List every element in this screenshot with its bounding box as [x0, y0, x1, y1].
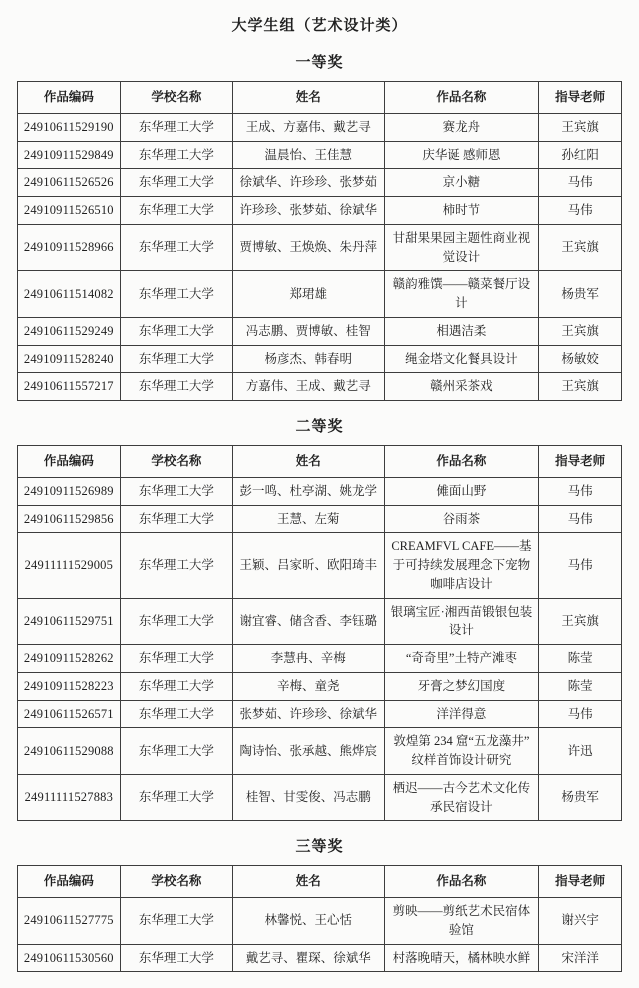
- school-cell: 东华理工大学: [120, 898, 232, 945]
- code-cell: 24910611557217: [18, 373, 121, 401]
- table-header-cell-names: 姓名: [233, 82, 385, 114]
- work-cell: 赣州采茶戏: [384, 373, 539, 401]
- work-cell: 谷雨茶: [384, 505, 539, 533]
- names-cell: 张梦茹、许珍珍、徐斌华: [233, 700, 385, 728]
- table-header-cell-teacher: 指导老师: [539, 446, 622, 478]
- section-heading: 三等奖: [295, 839, 344, 856]
- school-cell: 东华理工大学: [120, 944, 232, 972]
- table-header-cell-school: 学校名称: [120, 446, 232, 478]
- names-cell: 辛梅、童尧: [233, 672, 385, 700]
- table-header-cell-code: 作品编码: [18, 866, 121, 898]
- table-header-cell-names: 姓名: [233, 446, 385, 478]
- table-row: [18, 141, 622, 169]
- code-cell: 24910611529190: [18, 113, 121, 141]
- code-cell: 24910911528240: [18, 345, 121, 373]
- work-cell: 栖迟——古今艺术文化传承民宿设计: [384, 774, 539, 821]
- table-header-cell-school: 学校名称: [120, 866, 232, 898]
- work-cell: 相遇洁柔: [384, 317, 539, 345]
- teacher-cell: 王宾旗: [539, 373, 622, 401]
- school-cell: 东华理工大学: [120, 317, 232, 345]
- code-cell: 24911111527883: [18, 774, 121, 821]
- work-cell: 庆华诞 感师恩: [384, 141, 539, 169]
- code-cell: 24911111529005: [18, 533, 121, 598]
- code-cell: 24910911528262: [18, 645, 121, 673]
- teacher-cell: 马伟: [539, 505, 622, 533]
- table-row: [18, 944, 622, 972]
- names-cell: 冯志鹏、贾博敏、桂智: [233, 317, 385, 345]
- table-header-row: [18, 82, 622, 114]
- work-cell: CREAMFVL CAFE——基于可持续发展理念下宠物咖啡店设计: [384, 533, 539, 598]
- section-heading: 二等奖: [295, 419, 344, 435]
- table-row: [18, 345, 622, 373]
- table-row: [18, 700, 622, 728]
- names-cell: 谢宜睿、储含香、李钰璐: [233, 598, 385, 645]
- teacher-cell: 马伟: [539, 477, 622, 505]
- school-cell: 东华理工大学: [120, 477, 232, 505]
- names-cell: 温晨怡、王佳慧: [233, 141, 385, 169]
- work-cell: 赛龙舟: [384, 113, 539, 141]
- teacher-cell: 杨敏姣: [539, 345, 622, 373]
- teacher-cell: 马伟: [539, 169, 622, 197]
- table-row: [18, 271, 622, 318]
- work-cell: 傩面山野: [384, 477, 539, 505]
- code-cell: 24910911528966: [18, 224, 121, 271]
- award-sections: [17, 51, 622, 972]
- code-cell: 24910911528223: [18, 672, 121, 700]
- names-cell: 王成、方嘉伟、戴艺寻: [233, 113, 385, 141]
- table-row: [18, 533, 622, 598]
- table-row: [18, 197, 622, 225]
- names-cell: 郑珺雄: [233, 271, 385, 318]
- school-cell: 东华理工大学: [120, 598, 232, 645]
- code-cell: 24910611514082: [18, 271, 121, 318]
- table-header-row: [18, 446, 622, 478]
- work-cell: 甘甜果果园主题性商业视觉设计: [384, 224, 539, 271]
- table-row: [18, 373, 622, 401]
- teacher-cell: 杨贵军: [539, 774, 622, 821]
- teacher-cell: 杨贵军: [539, 271, 622, 318]
- code-cell: 24910911529849: [18, 141, 121, 169]
- code-cell: 24910611526526: [18, 169, 121, 197]
- table-row: [18, 728, 622, 775]
- names-cell: 王颖、吕家昕、欧阳琦丰: [233, 533, 385, 598]
- school-cell: 东华理工大学: [120, 700, 232, 728]
- school-cell: 东华理工大学: [120, 345, 232, 373]
- table-row: [18, 169, 622, 197]
- table-header-cell-teacher: 指导老师: [539, 82, 622, 114]
- names-cell: 许珍珍、张梦茹、徐斌华: [233, 197, 385, 225]
- code-cell: 24910611529088: [18, 728, 121, 775]
- table-row: [18, 224, 622, 271]
- teacher-cell: 王宾旗: [539, 224, 622, 271]
- teacher-cell: 马伟: [539, 197, 622, 225]
- work-cell: 绳金塔文化餐具设计: [384, 345, 539, 373]
- school-cell: 东华理工大学: [120, 197, 232, 225]
- names-cell: 贾博敏、王焕焕、朱丹萍: [233, 224, 385, 271]
- table-header-cell-work: 作品名称: [384, 866, 539, 898]
- names-cell: 林馨悦、王心恬: [233, 898, 385, 945]
- school-cell: 东华理工大学: [120, 373, 232, 401]
- work-cell: 村落晚晴天，橘林映水鲜: [384, 944, 539, 972]
- table-row: [18, 774, 622, 821]
- school-cell: 东华理工大学: [120, 672, 232, 700]
- work-cell: 银璃宝匠·湘西苗锻银包装设计: [384, 598, 539, 645]
- teacher-cell: 宋洋洋: [539, 944, 622, 972]
- school-cell: 东华理工大学: [120, 505, 232, 533]
- teacher-cell: 许迅: [539, 728, 622, 775]
- table-row: [18, 598, 622, 645]
- teacher-cell: 谢兴宇: [539, 898, 622, 945]
- work-cell: 洋洋得意: [384, 700, 539, 728]
- teacher-cell: 马伟: [539, 700, 622, 728]
- school-cell: 东华理工大学: [120, 169, 232, 197]
- names-cell: 王慧、左菊: [233, 505, 385, 533]
- awards-table: [17, 445, 622, 821]
- names-cell: 杨彦杰、韩春明: [233, 345, 385, 373]
- work-cell: 赣韵雅馔——赣菜餐厅设计: [384, 271, 539, 318]
- names-cell: 桂智、甘雯俊、冯志鹏: [233, 774, 385, 821]
- table-header-row: [18, 866, 622, 898]
- table-header-cell-work: 作品名称: [384, 82, 539, 114]
- code-cell: 24910911526510: [18, 197, 121, 225]
- table-row: [18, 645, 622, 673]
- school-cell: 东华理工大学: [120, 224, 232, 271]
- awards-table: [17, 865, 622, 972]
- school-cell: 东华理工大学: [120, 645, 232, 673]
- table-header-cell-work: 作品名称: [384, 446, 539, 478]
- names-cell: 陶诗怡、张承越、熊烨宸: [233, 728, 385, 775]
- table-header-cell-teacher: 指导老师: [539, 866, 622, 898]
- names-cell: 徐斌华、许珍珍、张梦茹: [233, 169, 385, 197]
- school-cell: 东华理工大学: [120, 113, 232, 141]
- page-title: 大学生组（艺术设计类）: [231, 18, 408, 34]
- section-heading: 一等奖: [295, 55, 344, 71]
- code-cell: 24910611530560: [18, 944, 121, 972]
- table-row: [18, 113, 622, 141]
- table-row: [18, 505, 622, 533]
- code-cell: 24910611529856: [18, 505, 121, 533]
- table-row: [18, 477, 622, 505]
- teacher-cell: 陈莹: [539, 672, 622, 700]
- school-cell: 东华理工大学: [120, 271, 232, 318]
- code-cell: 24910611527775: [18, 898, 121, 945]
- work-cell: 剪映——剪纸艺术民宿体验馆: [384, 898, 539, 945]
- code-cell: 24910611526571: [18, 700, 121, 728]
- teacher-cell: 王宾旗: [539, 317, 622, 345]
- school-cell: 东华理工大学: [120, 774, 232, 821]
- teacher-cell: 陈莹: [539, 645, 622, 673]
- work-cell: “奇奇里”土特产滩枣: [384, 645, 539, 673]
- work-cell: 柿时节: [384, 197, 539, 225]
- table-row: [18, 317, 622, 345]
- school-cell: 东华理工大学: [120, 533, 232, 598]
- names-cell: 李慧冉、辛梅: [233, 645, 385, 673]
- names-cell: 彭一鸣、杜亭湖、姚龙学: [233, 477, 385, 505]
- table-header-cell-names: 姓名: [233, 866, 385, 898]
- table-row: [18, 898, 622, 945]
- school-cell: 东华理工大学: [120, 141, 232, 169]
- table-row: [18, 672, 622, 700]
- teacher-cell: 王宾旗: [539, 598, 622, 645]
- table-header-cell-code: 作品编码: [18, 446, 121, 478]
- names-cell: 戴艺寻、瞿琛、徐斌华: [233, 944, 385, 972]
- table-header-cell-code: 作品编码: [18, 82, 121, 114]
- work-cell: 敦煌第 234 窟“五龙藻井” 纹样首饰设计研究: [384, 728, 539, 775]
- code-cell: 24910611529249: [18, 317, 121, 345]
- teacher-cell: 孙红阳: [539, 141, 622, 169]
- teacher-cell: 王宾旗: [539, 113, 622, 141]
- work-cell: 牙膏之梦幻国度: [384, 672, 539, 700]
- school-cell: 东华理工大学: [120, 728, 232, 775]
- teacher-cell: 马伟: [539, 533, 622, 598]
- code-cell: 24910611529751: [18, 598, 121, 645]
- table-header-cell-school: 学校名称: [120, 82, 232, 114]
- code-cell: 24910911526989: [18, 477, 121, 505]
- work-cell: 京小糖: [384, 169, 539, 197]
- names-cell: 方嘉伟、王成、戴艺寻: [233, 373, 385, 401]
- awards-table: [17, 81, 622, 401]
